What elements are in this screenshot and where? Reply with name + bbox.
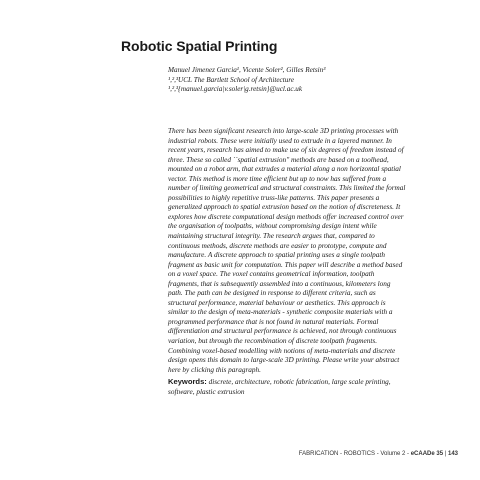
abstract-line: possibilities to highly repetitive truss-like patterns. This paper presents a <box>168 193 380 202</box>
abstract-line: generalized approach to spatial extrusion based on the notion of discreteness. It <box>168 203 401 212</box>
keywords-label: Keywords: <box>168 377 207 386</box>
abstract-line: number of limiting geometrical and structural constraints. This limited the formal <box>168 184 406 193</box>
footer-separator: | <box>443 451 448 457</box>
abstract-line: manufacture. A discrete approach to spatial printing uses a single toolpath <box>168 251 386 260</box>
author-emails: ¹,²,³{manuel.garcia|v.soler|g.retsin}@ucl.ac.uk <box>168 85 303 94</box>
abstract-line: industrial robots. These were initially used to extrude in a layered manner. In <box>168 136 392 145</box>
abstract-line: fragment as basic unit for computation. This paper will describe a method based <box>168 260 403 269</box>
abstract-line: design opens this domain to large-scale 3D printing. Please write your abstract <box>168 356 400 365</box>
abstract-line: recent years, research has aimed to make use of six degrees of freedom instead of <box>168 146 404 155</box>
abstract-line: similar to the design of meta-materials - synthetic composite materials with a <box>168 308 393 317</box>
keywords-block <box>168 377 468 397</box>
author-affiliation: ¹,²,³UCL The Bartlett School of Architecture <box>168 75 295 84</box>
abstract-line: path. The path can be designed in response to different criteria, such as <box>168 289 376 298</box>
abstract-line: differentiation and structural performance is achieved, not through continuous <box>168 327 397 336</box>
abstract-line: here by clicking this paragraph. <box>168 365 261 374</box>
abstract-line: variation, but through the recombination of discrete toolpath fragments. <box>168 337 378 346</box>
abstract-line: programmed performance that is not found in natural materials. Formal <box>168 317 379 326</box>
abstract-line: three. These so called ``spatial extrusion'' methods are based on a toolhead, <box>168 155 389 164</box>
abstract-line: fragments, that is subsequently assembled into a continuous, kilometers long <box>168 279 391 288</box>
keywords-line-1 <box>168 377 468 388</box>
abstract-line: structural performance, material behaviour or aesthetics. This approach is <box>168 298 386 307</box>
abstract-line: explores how discrete computational design methods offer increased control over <box>168 212 404 221</box>
keywords-text-1: discrete, architecture, robotic fabrication, large scale printing, <box>206 378 391 386</box>
abstract-line: continuous methods, discrete methods are easier to prototype, compute and <box>168 241 387 250</box>
abstract[interactable] <box>168 127 468 375</box>
abstract-line: the organisation of toolpaths, without compromising design intent while <box>168 222 377 231</box>
author-names: Manuel Jimenez Garcia¹, Vicente Soler², Gilles Retsin³ <box>168 66 326 74</box>
abstract-line: Combining voxel-based modelling with notions of meta-materials and discrete <box>168 346 396 355</box>
page-footer <box>299 451 458 457</box>
footer-journal: eCAADe 35 <box>410 451 444 457</box>
author-block <box>168 66 458 95</box>
abstract-line: on a voxel space. The voxel contains geometrical information, toolpath <box>168 270 375 279</box>
abstract-line: vector. This method is more time efficient but up to now has suffered from a <box>168 174 387 183</box>
abstract-line: There has been significant research into large-scale 3D printing processes with <box>168 127 399 135</box>
page-number: 143 <box>447 451 458 457</box>
keywords-line-2: software, plastic extrusion <box>168 387 245 396</box>
abstract-line: maintaining structural integrity. The research argues that, compared to <box>168 232 375 241</box>
footer-section: FABRICATION - ROBOTICS - Volume 2 - <box>298 451 411 457</box>
abstract-line: mounted on a robot arm, that extrudes a material along a non horizontal spatial <box>168 165 401 174</box>
paper-title: Robotic Spatial Printing <box>121 38 278 54</box>
